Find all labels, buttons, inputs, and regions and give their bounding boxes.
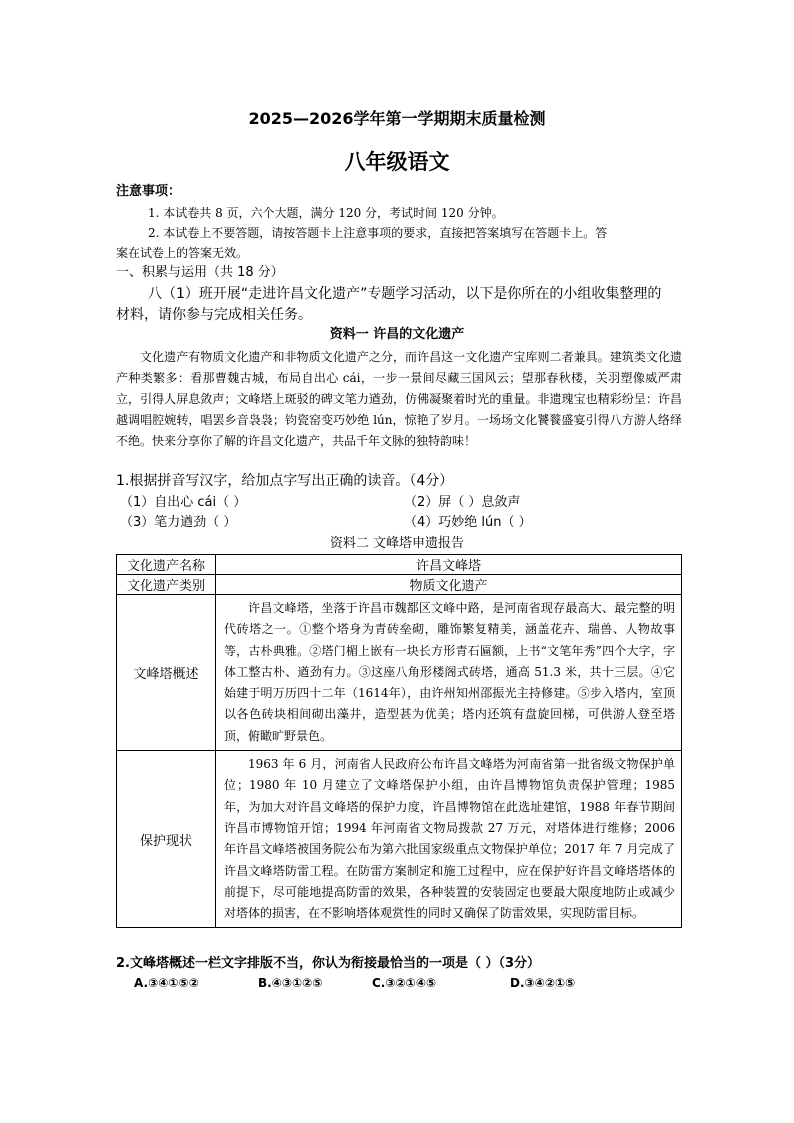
section-1-intro-line-1: 八（1）班开展“走进许昌文化遗产”专题学习活动，以下是你所在的小组收集整理的	[148, 286, 662, 302]
question-2-option-d: D.③④②①⑤	[510, 976, 576, 990]
material-1-text: 文化遗产有物质文化遗产和非物质文化遗产之分，而许昌这一文化遗产宝库则二者兼具。建筑类文化遗产种类繁多：看那曹魏古城，布局自出心 cái，一步一景间尽藏三国风云；望那春秋楼，关羽塑像威严肃立，引得人屏息敛声；文峰塔上斑驳的碑文笔力遒劲，仿佛凝聚着时光的重量。非遗瑰宝也精彩纷呈：许昌越调唱腔婉转，唱罢乡音袅袅；钧瓷窑变巧妙绝 lún，惊艳了岁月。一场场文化饕餮盛宴引得八方游人络绎不绝。快来分享你了解的许昌文化遗产，共品千年文脉的独特韵味！	[116, 350, 682, 448]
question-2-option-c: C.③②①④⑤	[372, 976, 437, 990]
row-value-name: 许昌文峰塔	[216, 555, 682, 575]
notice-item-1: 1. 本试卷共 8 页，六个大题，满分 120 分，考试时间 120 分钟。	[148, 206, 504, 220]
row-label-overview: 文峰塔概述	[117, 595, 216, 751]
question-2-option-b: B.④③①②⑤	[258, 976, 323, 990]
row-label-name: 文化遗产名称	[117, 555, 216, 575]
table-row	[117, 595, 682, 751]
row-label-category: 文化遗产类别	[117, 575, 216, 595]
question-1-item-d: （4）巧妙绝 lún（ ）	[404, 515, 532, 530]
row-label-protection: 保护现状	[117, 751, 216, 928]
question-1-item-b: （2）屏（ ）息敛声	[404, 495, 521, 510]
question-1-item-c: （3）笔力遒劲（ ）	[120, 515, 237, 530]
question-1-item-a: （1）自出心 cái（ ）	[120, 495, 247, 510]
heritage-report-table	[116, 554, 682, 928]
section-1-intro-line-2: 材料，请你参与完成相关任务。	[116, 307, 312, 323]
exam-title: 2025—2026学年第一学期期末质量检测	[248, 109, 546, 128]
notice-item-2-line-2: 案在试卷上的答案无效。	[116, 246, 249, 260]
table-row	[117, 555, 682, 575]
table-row	[117, 575, 682, 595]
question-1-stem: 1.根据拼音写汉字，给加点字写出正确的读音。（4分）	[116, 473, 454, 489]
subject-title: 八年级语文	[344, 150, 450, 174]
question-2-option-a: A.③④①⑤②	[134, 976, 199, 990]
question-2-stem: 2.文峰塔概述一栏文字排版不当，你认为衔接最恰当的一项是（ ）（3分）	[116, 956, 541, 971]
notice-heading: 注意事项：	[116, 184, 182, 199]
notice-item-2-line-1: 2. 本试卷上不要答题，请按答题卡上注意事项的要求，直接把答案填写在答题卡上。答	[148, 226, 608, 240]
material-1-heading: 资料一 许昌的文化遗产	[329, 327, 465, 342]
section-1-heading: 一、积累与运用（共 18 分）	[116, 265, 284, 280]
row-value-protection: 1963 年 6 月，河南省人民政府公布许昌文峰塔为河南省第一批省级文物保护单位；1980 年 10 月建立了文峰塔保护小组，由许昌博物馆负责保护管理；1985 年，为加大对许昌文峰塔的保护力度，许昌博物馆在此选址建馆，1988 年春节期间许昌市博物馆开馆；1994 年河南省文物局拨款 27 万元，对塔体进行维修；2006 年许昌文峰塔被国务院公布为第六批国家级重点文物保护单位；2017 年 7 月完成了许昌文峰塔防雷工程。在防雷方案制定和施工过程中，应在保护好许昌文峰塔塔体的前提下，尽可能地提高防雷的效果，各种装置的安装固定也要最大限度地防止或减少对塔体的损害，在不影响塔体观赏性的同时又确保了防雷效果，实现防雷目标。	[216, 751, 682, 928]
row-value-overview: 许昌文峰塔，坐落于许昌市魏都区文峰中路，是河南省现存最高大、最完整的明代砖塔之一。①整个塔身为青砖垒砌，雕饰繁复精美，涵盖花卉、瑞兽、人物故事等，古朴典雅。②塔门楣上嵌有一块长方形青石匾额，上书“文笔年秀”四个大字，字体工整古朴、遒劲有力。③这座八角形楼阁式砖塔，通高 51.3 米，共十三层。④它始建于明万历四十二年（1614年），由许州知州邵振光主持修建。⑤步入塔内，室顶以各色砖块相间砌出藻井，造型甚为优美；塔内还筑有盘旋回梯，可供游人登至塔顶，俯瞰旷野景色。	[216, 595, 682, 751]
table-row	[117, 751, 682, 928]
material-2-heading: 资料二 文峰塔申遗报告	[329, 536, 465, 551]
row-value-category: 物质文化遗产	[216, 575, 682, 595]
